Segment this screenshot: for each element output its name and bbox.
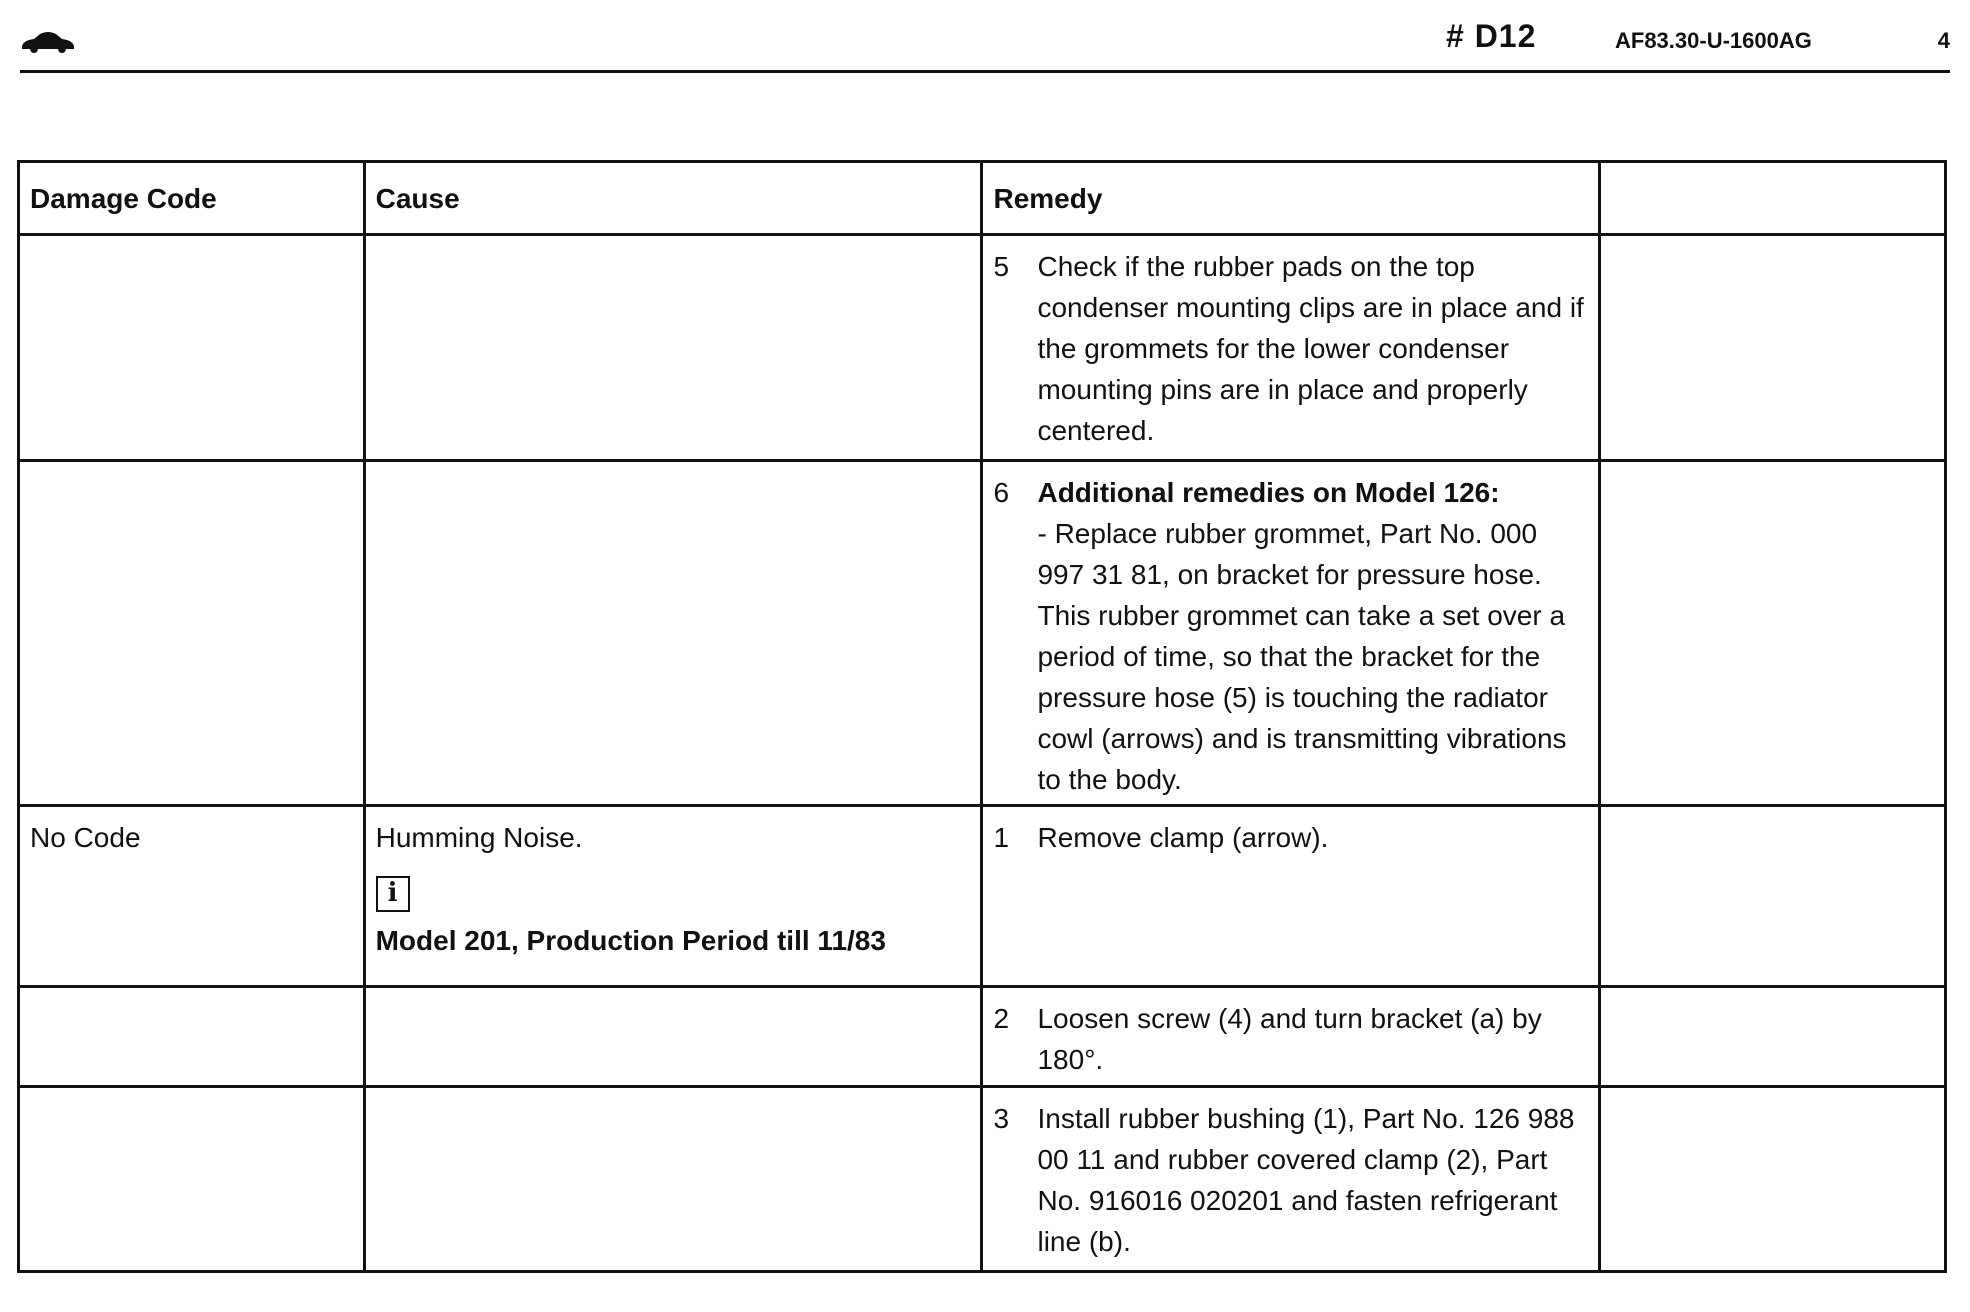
cause-cell (364, 235, 982, 461)
blank-cell (1600, 1087, 1946, 1272)
blank-cell (1600, 461, 1946, 806)
column-header-blank (1600, 162, 1946, 235)
step-number: 2 (993, 1003, 1010, 1034)
remedy-step (993, 988, 1588, 1080)
document-code: # D12 (1446, 18, 1537, 54)
remedy-cell (982, 806, 1600, 987)
column-header-cause: Cause (364, 162, 982, 235)
table-row (19, 987, 1946, 1087)
blank-cell (1600, 987, 1946, 1087)
table-row (19, 806, 1946, 987)
cause-cell (364, 1087, 982, 1272)
damage-code-cell (19, 461, 365, 806)
remedy-body (1037, 472, 1588, 800)
cause-cell (364, 806, 982, 987)
column-header-damage-code: Damage Code (19, 162, 365, 235)
cause-text: Humming Noise. (375, 822, 583, 853)
damage-code-cell (19, 806, 365, 987)
document-reference: AF83.30-U-1600AG (1615, 28, 1812, 53)
step-number: 5 (993, 251, 1010, 282)
remedy-cell (982, 987, 1600, 1087)
remedy-cell (982, 1087, 1600, 1272)
cause-cell (364, 987, 982, 1087)
page-number: 4 (1937, 28, 1950, 53)
step-number: 3 (993, 1103, 1010, 1134)
damage-code-cell (19, 1087, 365, 1272)
remedy-step (993, 1088, 1588, 1262)
remedy-text: - Replace rubber grommet, Part No. 000 997 31 81, on bracket for pressure hose. This rubber grommet can take a set over a period of time, so that the bracket for the pressure hose (5) is touching the radiator cowl (arrows) and is transmitting vibrations to the body. (1037, 518, 1567, 795)
table-header-row (19, 162, 1946, 235)
cause-cell (364, 461, 982, 806)
remedy-text: Remove clamp (arrow). (1037, 822, 1329, 853)
remedy-text: Loosen screw (4) and turn bracket (a) by 180°. (1037, 1003, 1542, 1075)
table-row (19, 1087, 1946, 1272)
column-header-remedy: Remedy (982, 162, 1600, 235)
remedy-text: Install rubber bushing (1), Part No. 126 988 00 11 and rubber covered clamp (2), Part No. 916016 020201 and fasten refrigerant line (b). (1037, 1103, 1575, 1257)
remedy-cell (982, 235, 1600, 461)
step-number: 6 (993, 477, 1010, 508)
table-row (19, 461, 1946, 806)
table-row (19, 235, 1946, 461)
car-icon (20, 26, 76, 56)
remedy-text: Check if the rubber pads on the top condenser mounting clips are in place and if the grommets for the lower condenser mounting pins are in place and properly centered. (1037, 251, 1584, 446)
remedy-step (993, 462, 1588, 800)
diagnosis-table (17, 160, 1947, 1273)
cause-note: Model 201, Production Period till 11/83 (375, 925, 886, 956)
damage-code-cell (19, 987, 365, 1087)
blank-cell (1600, 806, 1946, 987)
remedy-cell (982, 461, 1600, 806)
remedy-step (993, 807, 1588, 858)
step-number: 1 (993, 822, 1010, 853)
page-header (20, 18, 1950, 73)
damage-code-text: No Code (30, 822, 141, 853)
info-icon: i (376, 876, 410, 912)
remedy-step (993, 236, 1588, 451)
damage-code-cell (19, 235, 365, 461)
blank-cell (1600, 235, 1946, 461)
remedy-title: Additional remedies on Model 126: (1037, 477, 1500, 508)
